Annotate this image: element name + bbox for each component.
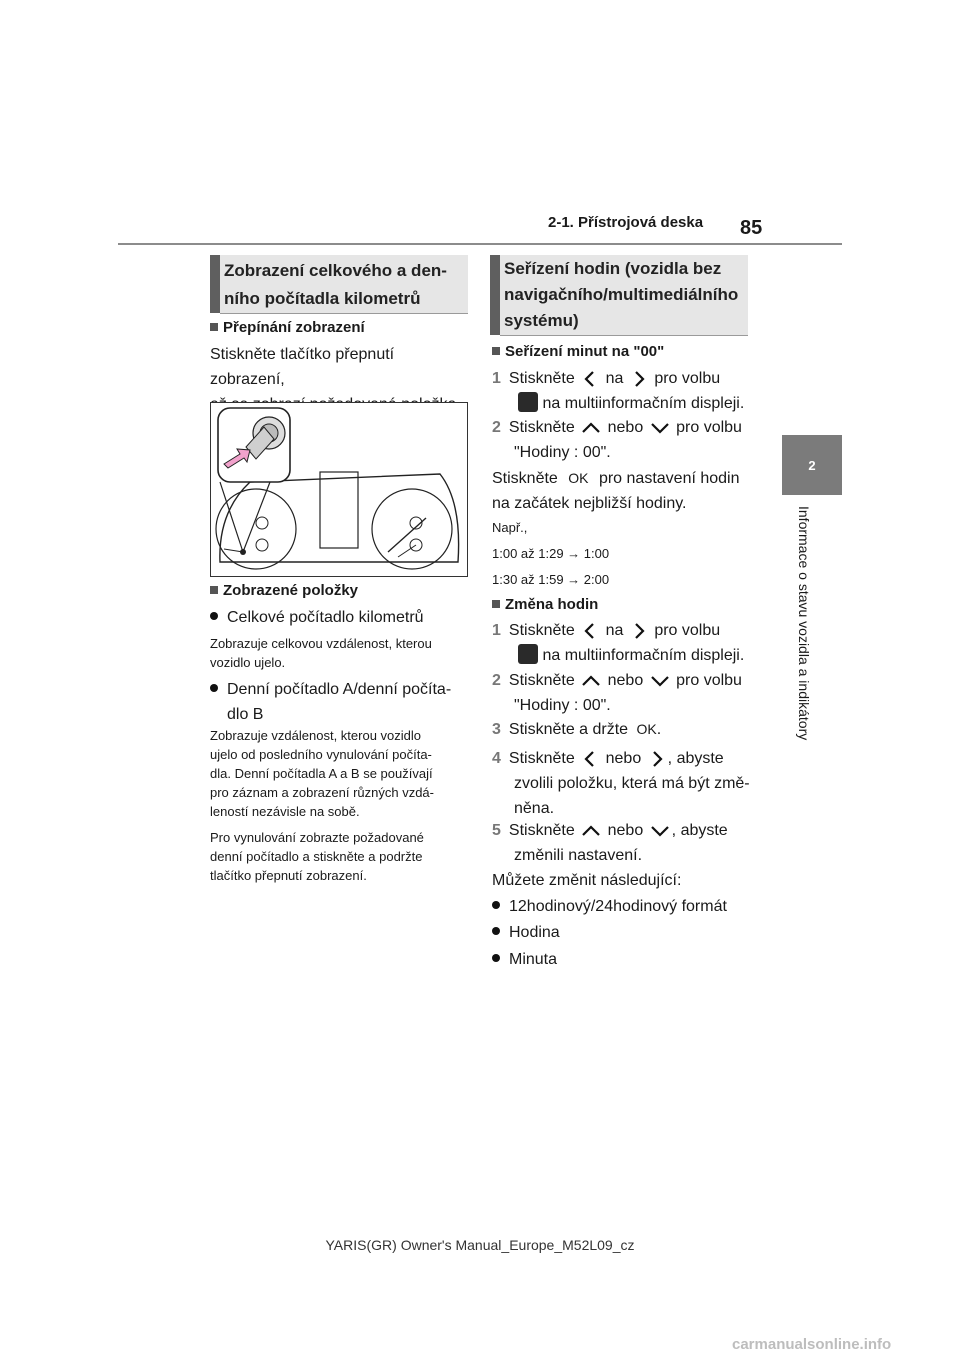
text: nebo xyxy=(605,750,642,767)
up-arrow-icon xyxy=(579,672,603,690)
step xyxy=(492,618,762,668)
text: na xyxy=(605,622,624,639)
step xyxy=(492,717,762,742)
text-line: vozidlo ujelo. xyxy=(210,655,286,670)
watermark: carmanualsonline.info xyxy=(732,1336,892,1353)
subheading xyxy=(210,319,365,336)
text-line: něna. xyxy=(514,800,555,817)
footer-text: YARIS(GR) Owner's Manual_Europe_M52L09_cz xyxy=(325,1237,635,1253)
ok-button-icon: OK xyxy=(568,470,589,486)
bullet-item: Minuta xyxy=(492,947,557,972)
left-arrow-icon xyxy=(579,369,601,389)
text: nebo xyxy=(607,672,644,689)
step xyxy=(492,746,762,821)
right-arrow-icon xyxy=(628,621,650,641)
step xyxy=(492,668,762,718)
text: na multiinformačním displeji. xyxy=(542,395,745,412)
text: Stiskněte xyxy=(508,370,575,387)
example-line: 1:30 až 1:59 → 2:00 xyxy=(492,572,610,587)
text-line: dla. Denní počítadla A a B se používají xyxy=(210,766,433,781)
section-title-line: ního počítadla kilometrů xyxy=(224,289,421,308)
down-arrow-icon xyxy=(648,822,672,840)
text: Stiskněte xyxy=(508,822,575,839)
bullet-item: Celkové počítadlo kilometrů xyxy=(210,605,424,630)
bullet-item: 12hodinový/24hodinový formát xyxy=(492,894,727,919)
description xyxy=(210,726,472,885)
step-number: 4 xyxy=(492,750,501,767)
step-number: 2 xyxy=(492,672,501,689)
left-arrow-icon xyxy=(579,749,601,769)
text: nebo xyxy=(607,419,644,436)
text: pro volbu xyxy=(676,419,742,436)
chapter-header: 2-1. Přístrojová deska xyxy=(548,214,704,231)
text-line: Denní počítadlo A/denní počíta- xyxy=(210,677,472,702)
text: nebo xyxy=(607,822,644,839)
section-title-line: Zobrazení celkového a den- xyxy=(224,261,447,280)
example-label: Např., xyxy=(492,520,528,535)
ok-button-icon: OK xyxy=(636,721,657,737)
bullet-item xyxy=(210,677,472,727)
text: pro volbu xyxy=(676,672,742,689)
instrument-cluster-illustration xyxy=(210,402,468,577)
section-title-box xyxy=(220,255,468,314)
example-line: 1:00 až 1:29 → 1:00 xyxy=(492,546,610,561)
section-title-line: navigačního/multimediálního xyxy=(504,285,739,304)
text: pro volbu xyxy=(654,622,721,639)
text: . xyxy=(656,721,662,738)
subheading xyxy=(492,596,598,613)
text: Stiskněte xyxy=(492,470,558,487)
chapter-tab-number: 2 xyxy=(808,458,816,473)
text-line: leností nezávisle na sobě. xyxy=(210,804,360,819)
text: Stiskněte xyxy=(508,419,575,436)
text-line: ujelo od posledního vynulování počíta- xyxy=(210,747,432,762)
step-number: 2 xyxy=(492,419,501,436)
text-line: "Hodiny : 00". xyxy=(514,444,611,461)
header-rule xyxy=(118,243,842,245)
text-line: Zobrazuje vzdálenost, kterou vozidlo xyxy=(210,728,422,743)
paragraph xyxy=(492,466,754,516)
right-arrow-icon xyxy=(646,749,668,769)
settings-gear-icon xyxy=(518,392,538,412)
text-line: změnili nastavení. xyxy=(514,847,643,864)
text: Stiskněte xyxy=(508,750,575,767)
chapter-side-title xyxy=(796,506,816,766)
text: Stiskněte xyxy=(508,622,575,639)
step-number: 1 xyxy=(492,622,501,639)
subheading-text: Přepínání zobrazení xyxy=(223,319,365,336)
step-number: 1 xyxy=(492,370,501,387)
description xyxy=(210,634,472,672)
subheading xyxy=(492,343,664,360)
text: na xyxy=(605,370,624,387)
section-title-line: systému) xyxy=(504,311,579,330)
subheading-text: Seřízení minut na "00" xyxy=(505,343,665,360)
step-number: 3 xyxy=(492,721,501,738)
step xyxy=(492,415,762,465)
subheading xyxy=(210,582,358,599)
text-line: Pro vynulování zobrazte požadované xyxy=(210,830,424,845)
text-line: "Hodiny : 00". xyxy=(514,697,611,714)
text-line: pro záznam a zobrazení různých vzdá- xyxy=(210,785,434,800)
paragraph: Můžete změnit následující: xyxy=(492,872,682,889)
section-bar xyxy=(210,255,220,313)
right-arrow-icon xyxy=(628,369,650,389)
text: , abyste xyxy=(667,750,724,767)
text-line: denní počítadlo a stiskněte a podržte xyxy=(210,849,423,864)
text: na multiinformačním displeji. xyxy=(542,647,745,664)
down-arrow-icon xyxy=(648,419,672,437)
up-arrow-icon xyxy=(579,822,603,840)
section-title-line: Seřízení hodin (vozidla bez xyxy=(504,259,722,278)
step-number: 5 xyxy=(492,822,501,839)
text-line: tlačítko přepnutí zobrazení. xyxy=(210,868,367,883)
text-line: na začátek nejbližší hodiny. xyxy=(492,495,687,512)
bullet-item: Hodina xyxy=(492,920,560,945)
left-arrow-icon xyxy=(579,621,601,641)
text-line: zvolili položku, která má být změ- xyxy=(514,775,750,792)
text: Stiskněte xyxy=(508,672,575,689)
text: pro nastavení hodin xyxy=(598,470,740,487)
settings-gear-icon xyxy=(518,644,538,664)
text: pro volbu xyxy=(654,370,721,387)
step xyxy=(492,818,762,868)
text-line: dlo B xyxy=(227,706,264,723)
chapter-side-title-text: Informace o stavu vozidla a indikátory xyxy=(796,506,812,741)
subheading-text: Zobrazené položky xyxy=(223,582,359,599)
section-bar xyxy=(490,255,500,335)
page-number: 85 xyxy=(740,217,763,239)
text-line: Stiskněte tlačítko přepnutí zobrazení, xyxy=(210,346,395,388)
subheading-text: Změna hodin xyxy=(505,596,599,613)
section-title-box xyxy=(500,255,748,336)
text: Stiskněte a držte xyxy=(508,721,629,738)
step xyxy=(492,366,762,416)
down-arrow-icon xyxy=(648,672,672,690)
up-arrow-icon xyxy=(579,419,603,437)
text-line: Zobrazuje celkovou vzdálenost, kterou xyxy=(210,636,432,651)
text: , abyste xyxy=(671,822,728,839)
